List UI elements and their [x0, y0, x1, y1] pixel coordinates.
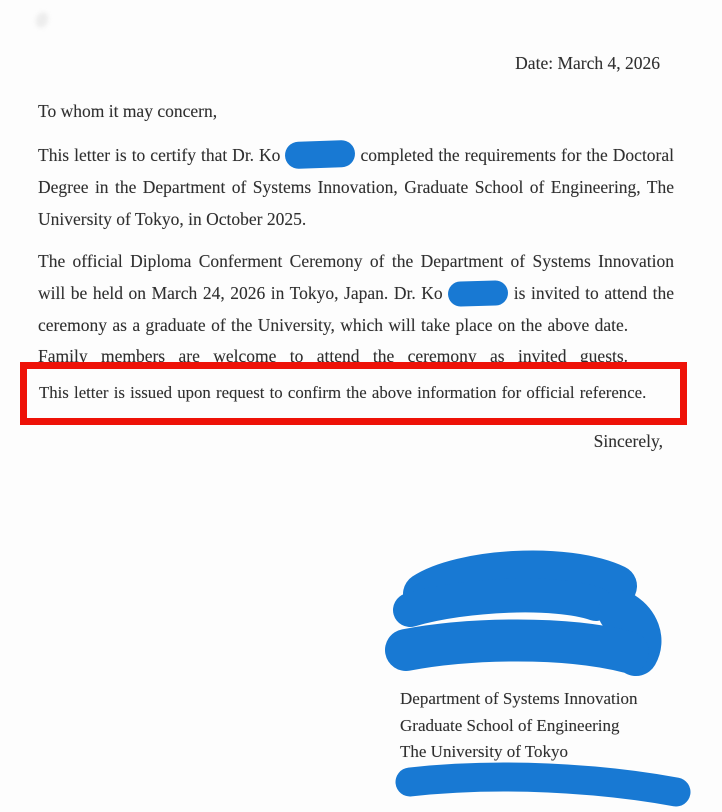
signature-scribble-top2	[410, 595, 596, 610]
text-before-redaction: will be held on March 24, 2026 in Tokyo, Japan. Dr. Ko	[38, 283, 443, 303]
redaction-pill-name	[448, 280, 509, 307]
scan-smudge	[34, 10, 51, 29]
signature-scribble-bulge	[620, 612, 639, 654]
paragraph-certification	[38, 139, 674, 235]
paragraph-ceremony	[38, 245, 674, 341]
signature-department: Department of Systems Innovation	[400, 689, 638, 708]
paragraph-line: ceremony as a graduate of the University, which will take place on the above date.	[38, 315, 629, 335]
salutation: To whom it may concern,	[38, 101, 218, 121]
paragraph-line: University of Tokyo, in October 2025.	[38, 209, 307, 229]
paragraph-line: The official Diploma Conferment Ceremony of the Department of Systems Innovation	[38, 251, 674, 271]
letter-content	[0, 52, 722, 452]
paragraph-line: Degree in the Department of Systems Innovation, Graduate School of Engineering, The	[38, 177, 674, 197]
highlighted-sentence: This letter is issued upon request to confirm the above information for official reference.	[39, 383, 647, 402]
paragraph-line	[38, 277, 674, 309]
text-before-redaction: This letter is to certify that Dr. Ko	[38, 145, 281, 165]
text-after-redaction: is invited to attend the	[513, 283, 675, 303]
signature-scribble-top	[424, 572, 616, 594]
closing: Sincerely,	[593, 431, 663, 451]
signature-block	[400, 686, 638, 766]
signature-school: Graduate School of Engineering	[400, 715, 620, 735]
date-line: Date: March 4, 2026	[515, 53, 660, 73]
signature-university: The University of Tokyo	[400, 742, 568, 761]
footer-scribble	[410, 777, 676, 792]
signature-scribble-bottom	[406, 641, 628, 653]
paragraph-line	[38, 139, 674, 171]
red-highlight-box	[20, 362, 687, 425]
text-after-redaction: completed the requirements for the Doctoral	[360, 145, 675, 165]
paragraph-family: Family members are welcome to attend the ceremony as invited guests.	[38, 346, 629, 366]
redaction-pill-name	[285, 140, 356, 169]
